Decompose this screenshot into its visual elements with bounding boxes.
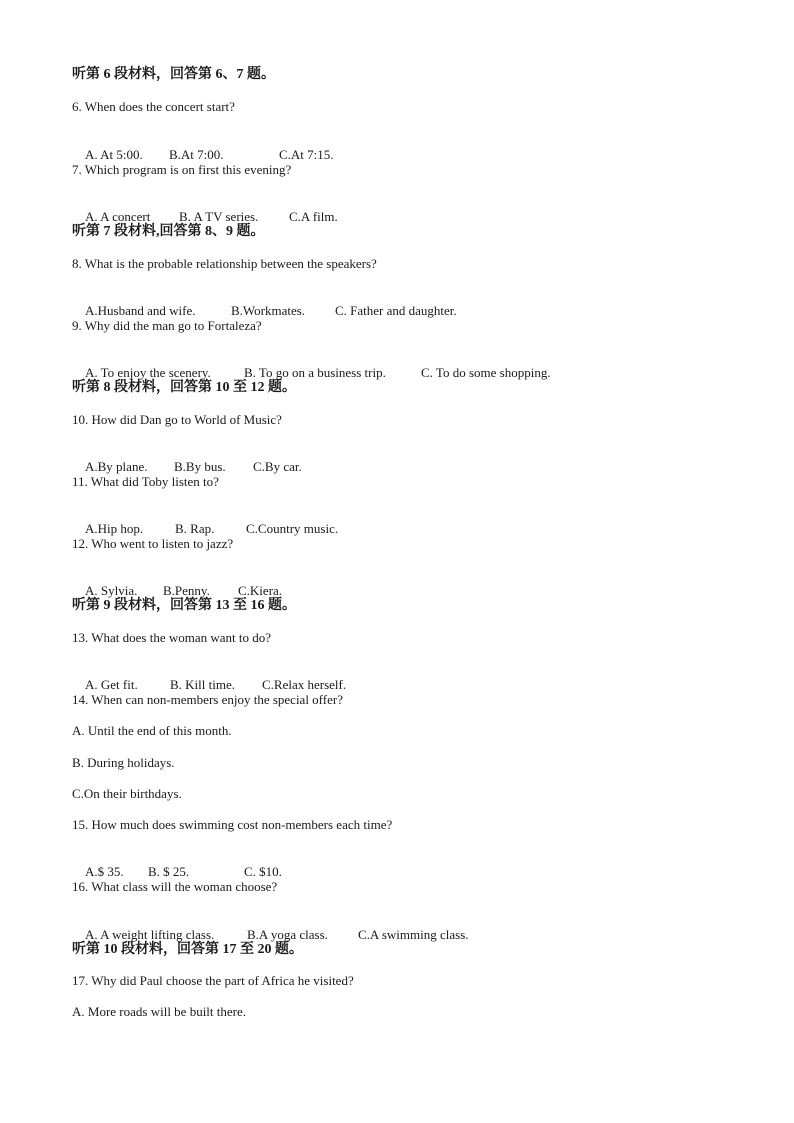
question-text: 16. What class will the woman choose? bbox=[72, 879, 278, 894]
option-b: B.A yoga class. bbox=[247, 927, 328, 942]
option-c: C. Father and daughter. bbox=[335, 303, 457, 318]
option-c: C.By car. bbox=[253, 459, 302, 474]
option-b: B.Penny. bbox=[163, 583, 210, 598]
option-b: B. During holidays. bbox=[72, 755, 175, 770]
option-a: A.By plane. bbox=[85, 459, 148, 474]
section-header: 听第 6 段材料，回答第 6、7 题。 bbox=[72, 67, 275, 82]
option-b: B. Kill time. bbox=[170, 677, 235, 692]
option-b: B. To go on a business trip. bbox=[244, 365, 386, 380]
option-a: A. Get fit. bbox=[85, 677, 138, 692]
question-text: 17. Why did Paul choose the part of Africa he visited? bbox=[72, 973, 354, 988]
option-c: C.A film. bbox=[289, 209, 338, 224]
option-c: C. To do some shopping. bbox=[421, 365, 551, 380]
question-text: 6. When does the concert start? bbox=[72, 99, 235, 114]
option-a: A. Until the end of this month. bbox=[72, 723, 232, 738]
option-a: A. Sylvia. bbox=[85, 583, 138, 598]
option-a: A.Husband and wife. bbox=[85, 303, 196, 318]
option-c: C. $10. bbox=[244, 864, 282, 879]
question-text: 9. Why did the man go to Fortaleza? bbox=[72, 318, 262, 333]
option-a: A.$ 35. bbox=[85, 864, 124, 879]
option-a: A.Hip hop. bbox=[85, 521, 144, 536]
option-c: C.A swimming class. bbox=[358, 927, 469, 942]
section-header: 听第 7 段材料,回答第 8、9 题。 bbox=[72, 224, 265, 239]
question-text: 10. How did Dan go to World of Music? bbox=[72, 412, 282, 427]
option-a: A. To enjoy the scenery. bbox=[85, 365, 211, 380]
question-text: 14. When can non-members enjoy the special offer? bbox=[72, 692, 343, 707]
option-c: C.At 7:15. bbox=[279, 147, 334, 162]
option-c: C.Kiera. bbox=[238, 583, 283, 598]
question-text: 11. What did Toby listen to? bbox=[72, 474, 219, 489]
option-a: A. A concert bbox=[85, 209, 151, 224]
option-b: B. A TV series. bbox=[179, 209, 259, 224]
question-text: 13. What does the woman want to do? bbox=[72, 630, 272, 645]
option-b: B.By bus. bbox=[174, 459, 226, 474]
section-header: 听第 10 段材料，回答第 17 至 20 题。 bbox=[72, 942, 303, 957]
question-text: 12. Who went to listen to jazz? bbox=[72, 536, 234, 551]
option-c: C.Country music. bbox=[246, 521, 339, 536]
option-c: C.On their birthdays. bbox=[72, 786, 182, 801]
option-b: B.At 7:00. bbox=[169, 147, 224, 162]
section-header: 听第 8 段材料，回答第 10 至 12 题。 bbox=[72, 380, 296, 395]
question-text: 8. What is the probable relationship between the speakers? bbox=[72, 256, 377, 271]
option-c: C.Relax herself. bbox=[262, 677, 347, 692]
option-b: B.Workmates. bbox=[231, 303, 306, 318]
option-b: B. $ 25. bbox=[148, 864, 190, 879]
option-a: A. A weight lifting class. bbox=[85, 927, 215, 942]
option-a: A. More roads will be built there. bbox=[72, 1004, 247, 1019]
option-b: B. Rap. bbox=[175, 521, 215, 536]
option-a: A. At 5:00. bbox=[85, 147, 143, 162]
section-header: 听第 9 段材料，回答第 13 至 16 题。 bbox=[72, 598, 296, 613]
question-text: 15. How much does swimming cost non-members each time? bbox=[72, 817, 393, 832]
question-text: 7. Which program is on first this evening? bbox=[72, 162, 292, 177]
